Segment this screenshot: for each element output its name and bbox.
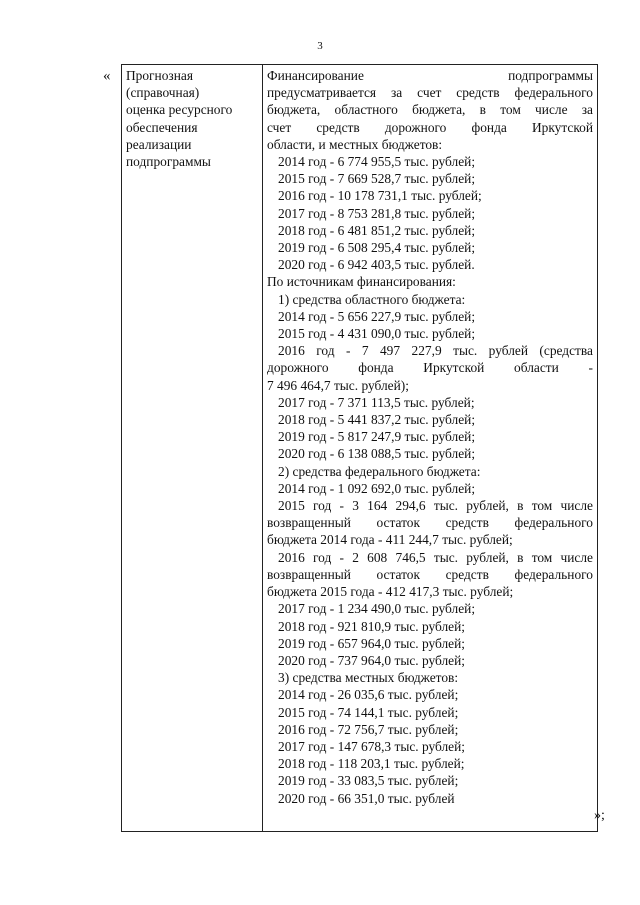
total-year-line: 2018 год - 6 481 851,2 тыс. рублей; — [278, 222, 476, 238]
regional-year-line: 2017 год - 7 371 113,5 тыс. рублей; — [278, 394, 475, 410]
total-year-line: 2015 год - 7 669 528,7 тыс. рублей; — [278, 171, 476, 187]
regional-year-line: 2019 год - 5 817 247,9 тыс. рублей; — [278, 429, 476, 445]
page-number: 3 — [317, 40, 323, 52]
local-year-line: 2014 год - 26 035,6 тыс. рублей; — [278, 687, 459, 703]
label-line: Прогнозная — [126, 68, 193, 83]
federal-year-line: бюджета 2014 года - 411 244,7 тыс. рублей; — [267, 532, 513, 548]
total-year-line: 2014 год - 6 774 955,5 тыс. рублей; — [278, 154, 476, 170]
intro-line: бюджета, областного бюджета, в том числе за — [267, 102, 593, 118]
federal-budget-heading: 2) средства федерального бюджета: — [278, 463, 481, 479]
regional-year-line: 7 496 464,7 тыс. рублей); — [267, 377, 409, 393]
federal-year-line: 2018 год - 921 810,9 тыс. рублей; — [278, 618, 465, 634]
label-line: обеспечения — [126, 119, 198, 135]
intro-line: области, и местных бюджетов: — [267, 136, 443, 152]
regional-year-line: 2014 год - 5 656 227,9 тыс. рублей; — [278, 308, 476, 324]
regional-year-line: 2020 год - 6 138 088,5 тыс. рублей; — [278, 446, 476, 462]
local-year-line: 2020 год - 66 351,0 тыс. рублей — [278, 790, 455, 806]
label-line: реализации — [126, 136, 192, 152]
federal-year-line: 2014 год - 1 092 692,0 тыс. рублей; — [278, 480, 476, 496]
federal-year-line: бюджета 2015 года - 412 417,3 тыс. рублей; — [267, 584, 514, 600]
regional-year-line: дорожного фонда Иркутской области - — [267, 360, 593, 376]
intro-line: счет средств дорожного фонда Иркутской — [267, 119, 593, 135]
local-year-line: 2017 год - 147 678,3 тыс. рублей; — [278, 738, 465, 754]
total-year-line: 2020 год - 6 942 403,5 тыс. рублей. — [278, 257, 475, 273]
local-year-line: 2016 год - 72 756,7 тыс. рублей; — [278, 721, 459, 737]
financing-content-cell — [263, 65, 598, 832]
label-line: оценка ресурсного — [126, 102, 233, 118]
sources-heading: По источникам финансирования: — [267, 274, 456, 290]
closing-quote-mark: »; — [594, 808, 605, 823]
total-year-line: 2017 год - 8 753 281,8 тыс. рублей; — [278, 205, 476, 221]
intro-line: Финансирование подпрограммы — [267, 68, 593, 83]
total-year-line: 2019 год - 6 508 295,4 тыс. рублей; — [278, 240, 476, 256]
local-year-line: 2018 год - 118 203,1 тыс. рублей; — [278, 756, 465, 772]
resource-estimate-table — [121, 64, 598, 832]
federal-year-line: 2016 год - 2 608 746,5 тыс. рублей, в том числе — [278, 549, 593, 565]
row-label-cell — [122, 65, 263, 832]
federal-year-line: 2020 год - 737 964,0 тыс. рублей; — [278, 652, 465, 668]
federal-year-line: возвращенный остаток средств федерального — [267, 515, 593, 531]
total-year-line: 2016 год - 10 178 731,1 тыс. рублей; — [278, 188, 482, 204]
opening-quote-mark: « — [103, 68, 111, 84]
regional-year-line: 2015 год - 4 431 090,0 тыс. рублей; — [278, 326, 476, 342]
federal-year-line: 2019 год - 657 964,0 тыс. рублей; — [278, 635, 465, 651]
federal-year-line: 2017 год - 1 234 490,0 тыс. рублей; — [278, 601, 476, 617]
intro-line: предусматривается за счет средств федерального — [267, 85, 593, 101]
label-line: (справочная) — [126, 85, 200, 101]
federal-year-line: возвращенный остаток средств федерального — [267, 566, 593, 582]
table-row — [122, 65, 598, 832]
local-year-line: 2015 год - 74 144,1 тыс. рублей; — [278, 704, 459, 720]
regional-budget-heading: 1) средства областного бюджета: — [278, 291, 466, 307]
label-line: подпрограммы — [126, 154, 211, 170]
federal-year-line: 2015 год - 3 164 294,6 тыс. рублей, в том числе — [278, 498, 593, 514]
local-budget-heading: 3) средства местных бюджетов: — [278, 670, 459, 686]
regional-year-line: 2018 год - 5 441 837,2 тыс. рублей; — [278, 412, 476, 428]
regional-year-line: 2016 год - 7 497 227,9 тыс. рублей (средства — [278, 343, 593, 359]
local-year-line: 2019 год - 33 083,5 тыс. рублей; — [278, 773, 459, 789]
